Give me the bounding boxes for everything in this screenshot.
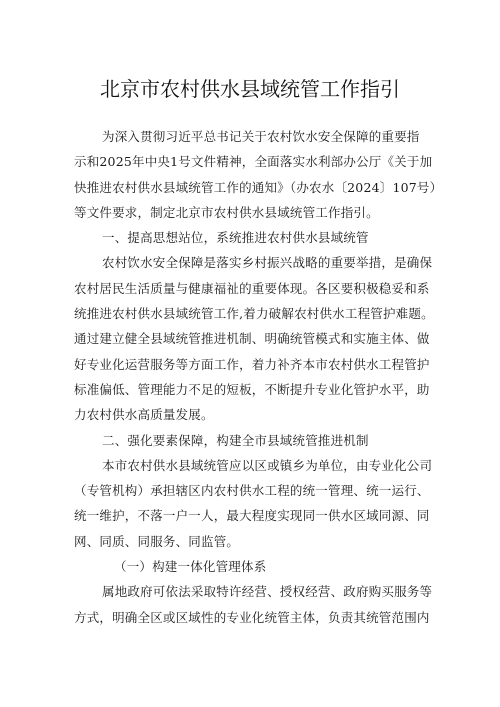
body-line: 标准偏低、管理能力不足的短板，不断提升专业化管护水平，助 xyxy=(74,381,430,397)
body-line: 通过建立健全县域统管推进机制、明确统管模式和实施主体、做 xyxy=(74,331,430,347)
body-line: 方式，明确全区或区域性的专业化统管主体，负责其统管范围内 xyxy=(74,609,430,625)
body-line: 力农村供水高质量发展。 xyxy=(74,407,214,423)
body-line: 快推进农村供水县域统管工作的通知》（办农水〔2024〕107号） xyxy=(74,179,443,195)
body-line: 一、提高思想站位，系统推进农村供水县域统管 xyxy=(102,230,369,246)
body-line: （一）构建一体化管理体系 xyxy=(114,559,267,575)
body-line: 本市农村供水县域统管应以区或镇乡为单位，由专业化公司 xyxy=(102,457,433,473)
body-line: 好专业化运营服务等方面工作，着力补齐本市农村供水工程管护 xyxy=(74,356,430,372)
body-line: 统一维护，不落一户一人，最大程度实现同一供水区域同源、同 xyxy=(74,508,430,524)
body-line: （专管机构）承担辖区内农村供水工程的统一管理、统一运行、 xyxy=(74,483,430,499)
body-line: 农村居民生活质量与健康福祉的重要体现。各区要积极稳妥和系 xyxy=(74,280,430,296)
body-line: 农村饮水安全保障是落实乡村振兴战略的重要举措，是确保 xyxy=(102,255,433,271)
body-line: 统推进农村供水县域统管工作,着力破解农村供水工程管护难题。 xyxy=(74,306,434,322)
document-body xyxy=(74,124,442,630)
body-line: 二、强化要素保障，构建全市县域统管推进机制 xyxy=(102,432,369,448)
body-line: 示和2025年中央1号文件精神，全面落实水利部办公厅《关于加 xyxy=(74,154,433,170)
body-line: 属地政府可依法采取特许经营、授权经营、政府购买服务等 xyxy=(102,584,433,600)
document-title: 北京市农村供水县域统管工作指引 xyxy=(100,77,400,101)
body-line: 网、同质、同服务、同监管。 xyxy=(74,533,240,549)
body-line: 为深入贯彻习近平总书记关于农村饮水安全保障的重要指 xyxy=(102,129,420,144)
body-line: 等文件要求，制定北京市农村供水县域统管工作指引。 xyxy=(74,204,379,220)
